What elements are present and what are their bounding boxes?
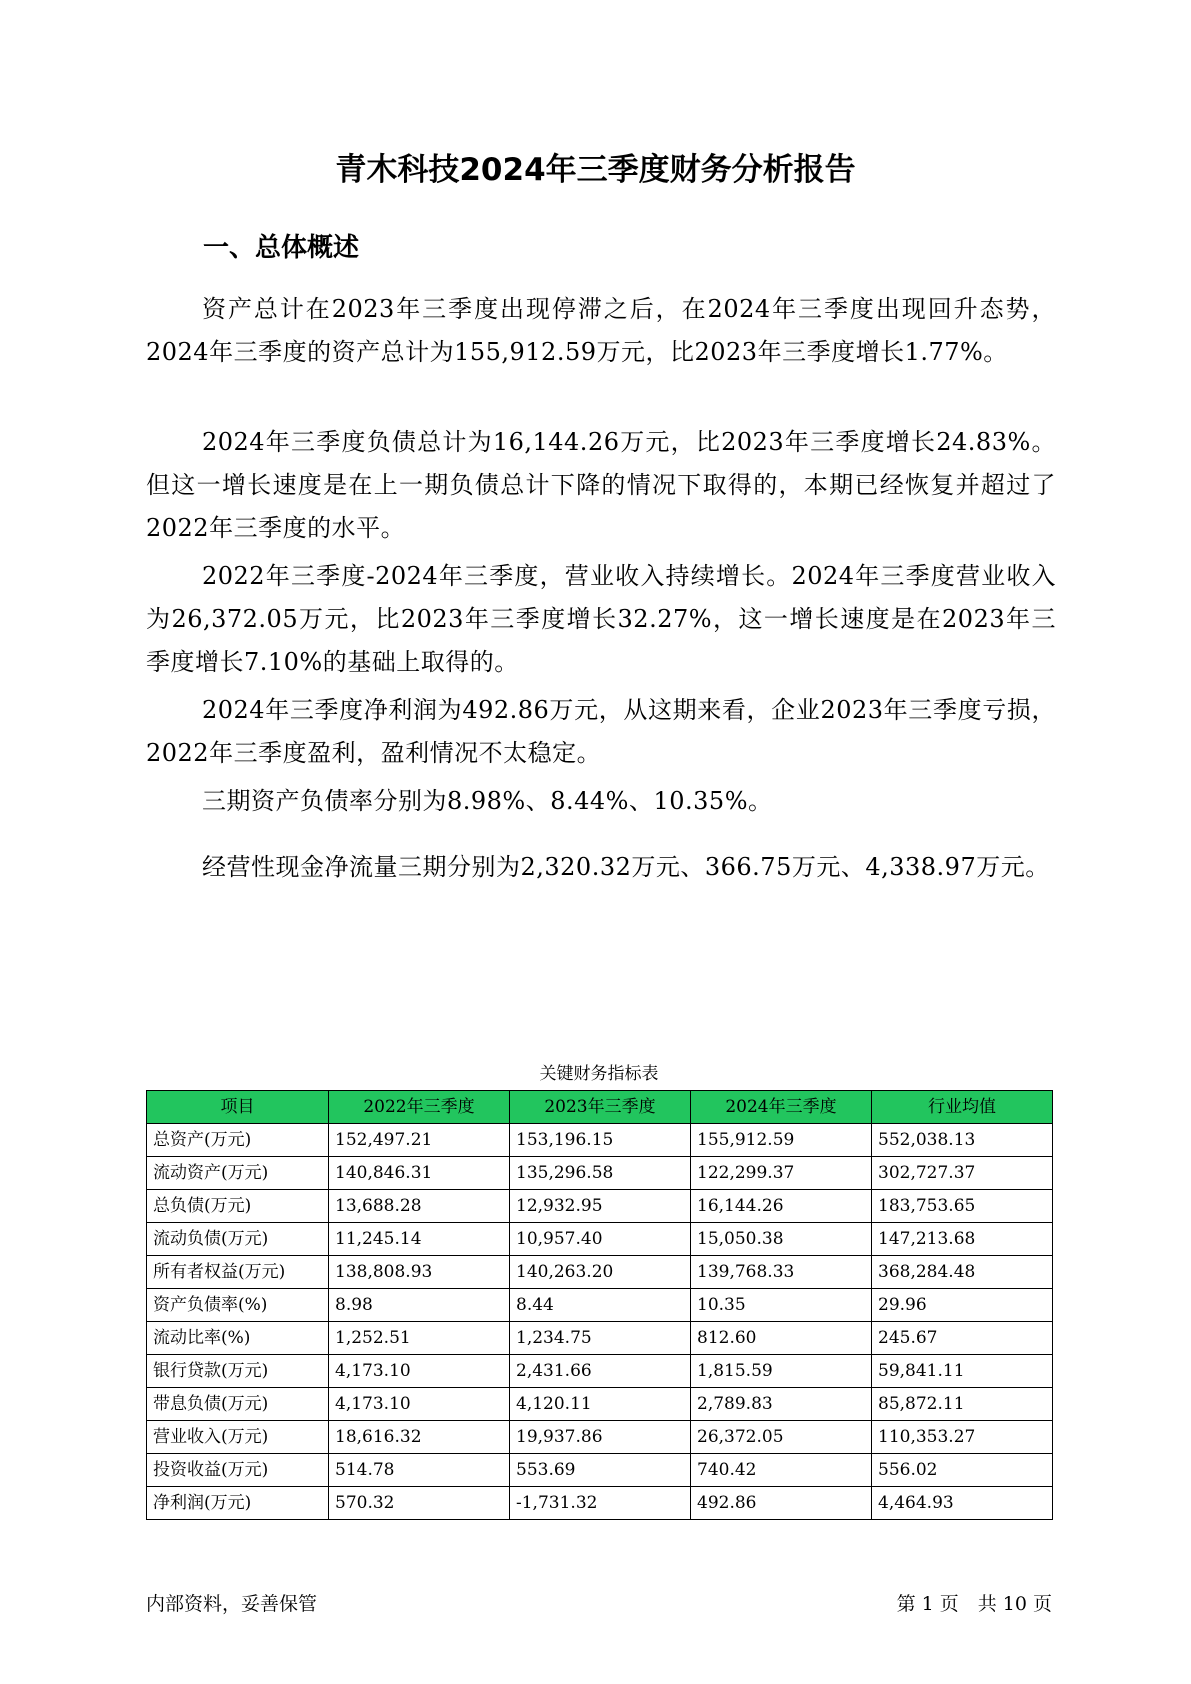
table-row [147,1421,1053,1454]
footer-page-number: 第 1 页 共 10 页 [896,1593,1052,1615]
table-cell: 556.02 [872,1454,1053,1487]
row-label: 所有者权益(万元) [147,1256,329,1289]
table-row [147,1190,1053,1223]
table-cell: 147,213.68 [872,1223,1053,1256]
table-cell: 368,284.48 [872,1256,1053,1289]
table-cell: 26,372.05 [691,1421,872,1454]
table-cell: 13,688.28 [329,1190,510,1223]
table-cell: 4,173.10 [329,1355,510,1388]
table-cell: 302,727.37 [872,1157,1053,1190]
row-label: 营业收入(万元) [147,1421,329,1454]
key-financial-indicators-table [146,1090,1053,1520]
paragraph-liabilities: 2024年三季度负债总计为16,144.26万元，比2023年三季度增长24.83%。但这一增长速度是在上一期负债总计下降的情况下取得的，本期已经恢复并超过了2022年三季度的水平。 [146,428,1056,542]
table-cell: 139,768.33 [691,1256,872,1289]
table-cell: 8.98 [329,1289,510,1322]
table-cell: 140,846.31 [329,1157,510,1190]
row-label: 银行贷款(万元) [147,1355,329,1388]
paragraph-assets: 资产总计在2023年三季度出现停滞之后，在2024年三季度出现回升态势，2024年三季度的资产总计为155,912.59万元，比2023年三季度增长1.77%。 [146,295,1056,366]
row-label: 资产负债率(%) [147,1289,329,1322]
table-cell: 10,957.40 [510,1223,691,1256]
table-cell: -1,731.32 [510,1487,691,1520]
table-row [147,1223,1053,1256]
table-cell: 553.69 [510,1454,691,1487]
row-label: 流动资产(万元) [147,1157,329,1190]
paragraph-cash-flow: 经营性现金净流量三期分别为2,320.32万元、366.75万元、4,338.97万元。 [202,853,1050,881]
table-cell: 1,234.75 [510,1322,691,1355]
table-cell: 19,937.86 [510,1421,691,1454]
table-cell: 1,815.59 [691,1355,872,1388]
table-cell: 492.86 [691,1487,872,1520]
table-row [147,1388,1053,1421]
table-cell: 4,120.11 [510,1388,691,1421]
row-label: 净利润(万元) [147,1487,329,1520]
table-cell: 245.67 [872,1322,1053,1355]
row-label: 带息负债(万元) [147,1388,329,1421]
table-cell: 12,932.95 [510,1190,691,1223]
row-label: 总负债(万元) [147,1190,329,1223]
table-cell: 140,263.20 [510,1256,691,1289]
table-cell: 183,753.65 [872,1190,1053,1223]
row-label: 投资收益(万元) [147,1454,329,1487]
row-label: 流动比率(%) [147,1322,329,1355]
table-cell: 570.32 [329,1487,510,1520]
table-cell: 740.42 [691,1454,872,1487]
paragraph-net-profit: 2024年三季度净利润为492.86万元，从这期来看，企业2023年三季度亏损，2022年三季度盈利，盈利情况不太稳定。 [146,696,1056,767]
table-cell: 1,252.51 [329,1322,510,1355]
table-cell: 552,038.13 [872,1124,1053,1157]
table-row [147,1124,1053,1157]
footer-confidential-note: 内部资料，妥善保管 [146,1593,318,1615]
table-row [147,1289,1053,1322]
paragraph-revenue: 2022年三季度-2024年三季度，营业收入持续增长。2024年三季度营业收入为26,372.05万元，比2023年三季度增长32.27%，这一增长速度是在2023年三季度增长7.10%的基础上取得的。 [146,562,1056,676]
header-cell: 2022年三季度 [329,1091,510,1124]
row-label: 流动负债(万元) [147,1223,329,1256]
table-row [147,1454,1053,1487]
table-caption: 关键财务指标表 [539,1064,659,1084]
table-cell: 138,808.93 [329,1256,510,1289]
table-cell: 4,464.93 [872,1487,1053,1520]
table-cell: 11,245.14 [329,1223,510,1256]
table-cell: 155,912.59 [691,1124,872,1157]
table-cell: 2,789.83 [691,1388,872,1421]
table-row [147,1322,1053,1355]
table-cell: 18,616.32 [329,1421,510,1454]
header-cell: 2023年三季度 [510,1091,691,1124]
table-cell: 29.96 [872,1289,1053,1322]
table-cell: 15,050.38 [691,1223,872,1256]
table-header-row [147,1091,1053,1124]
report-title: 青木科技2024年三季度财务分析报告 [335,152,856,188]
table-cell: 2,431.66 [510,1355,691,1388]
table-row [147,1487,1053,1520]
table-cell: 85,872.11 [872,1388,1053,1421]
section-heading-overview: 一、总体概述 [203,233,360,263]
row-label: 总资产(万元) [147,1124,329,1157]
header-cell: 行业均值 [872,1091,1053,1124]
table-cell: 152,497.21 [329,1124,510,1157]
table-cell: 10.35 [691,1289,872,1322]
table-row [147,1157,1053,1190]
table-cell: 4,173.10 [329,1388,510,1421]
paragraph-debt-ratio: 三期资产负债率分别为8.98%、8.44%、10.35%。 [202,787,773,815]
table-cell: 514.78 [329,1454,510,1487]
table-cell: 153,196.15 [510,1124,691,1157]
table-cell: 812.60 [691,1322,872,1355]
table-row [147,1355,1053,1388]
table-cell: 110,353.27 [872,1421,1053,1454]
table-row [147,1256,1053,1289]
table-cell: 59,841.11 [872,1355,1053,1388]
table-cell: 122,299.37 [691,1157,872,1190]
header-cell: 2024年三季度 [691,1091,872,1124]
table-cell: 135,296.58 [510,1157,691,1190]
header-cell: 项目 [147,1091,329,1124]
table-cell: 16,144.26 [691,1190,872,1223]
table-cell: 8.44 [510,1289,691,1322]
